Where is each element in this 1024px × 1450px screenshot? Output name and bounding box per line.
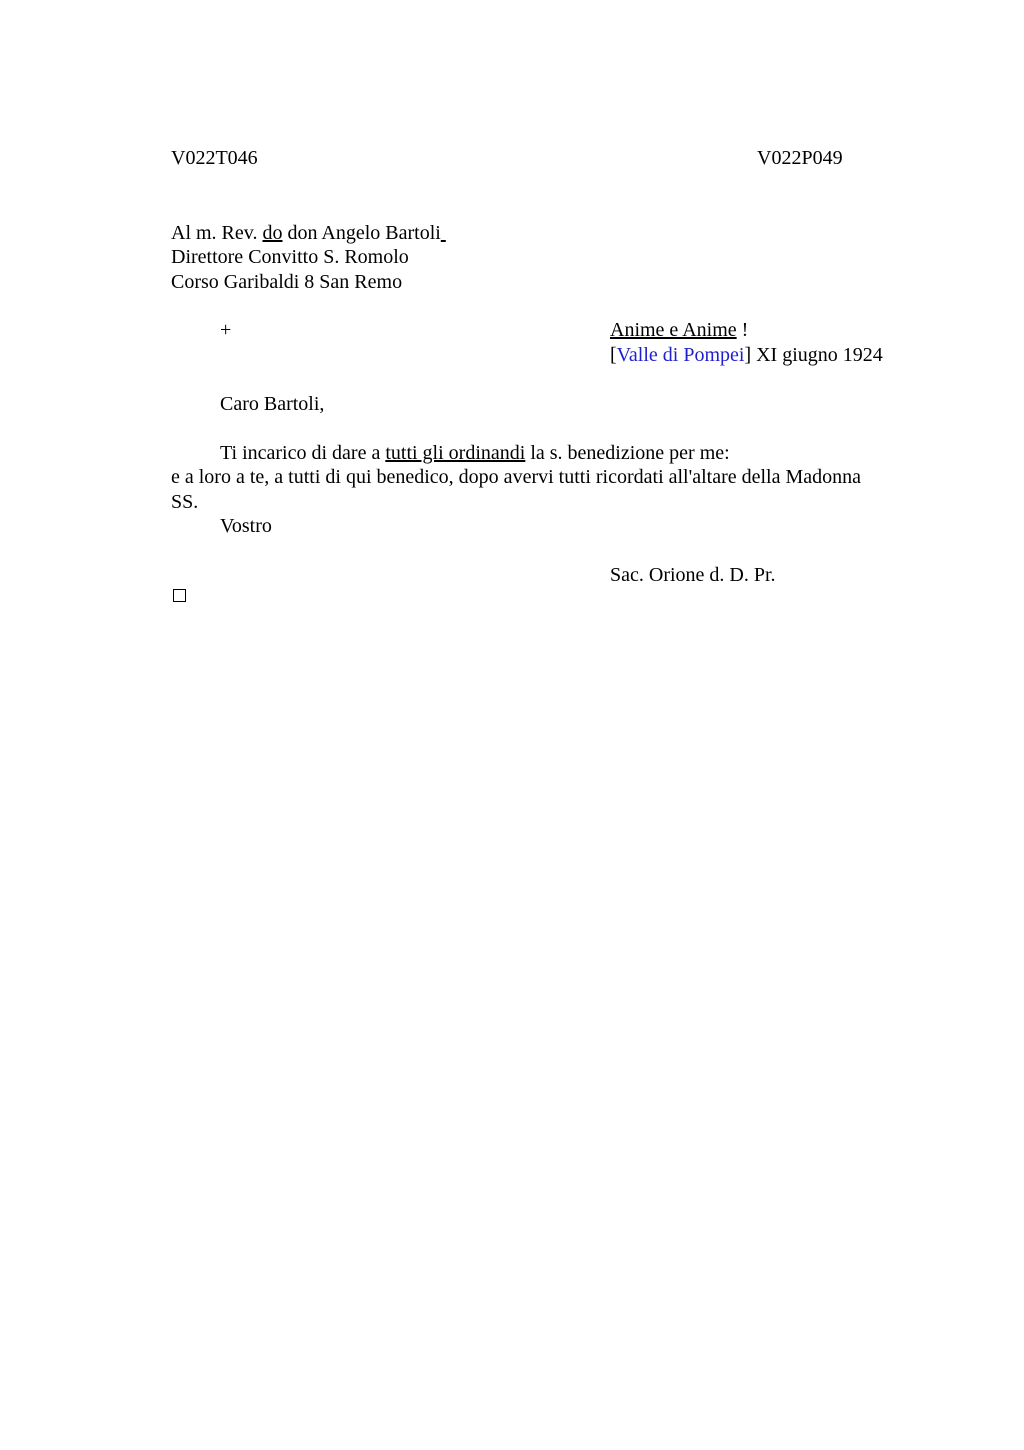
signature: Sac. Orione d. D. Pr. <box>610 564 776 586</box>
motto-text: Anime e Anime <box>610 319 737 341</box>
address-line-3: Corso Garibaldi 8 San Remo <box>171 271 403 293</box>
address-abbreviation: do <box>262 222 283 244</box>
body-line-1-suffix: la s. benedizione per me: <box>525 442 730 464</box>
place-name: Valle di Pompei <box>616 344 745 366</box>
salutation: Caro Bartoli, <box>220 393 325 415</box>
document-code-left: V022T046 <box>171 147 258 169</box>
checkbox-icon <box>173 589 186 602</box>
body-line-3: SS. <box>171 491 199 513</box>
body-emphasis: tutti gli ordinandi <box>385 442 526 464</box>
body-line-1 <box>220 441 730 465</box>
address-line-1-suffix: don Angelo Bartoli <box>282 222 441 244</box>
address-line-1-prefix: Al m. Rev. <box>171 222 263 244</box>
motto <box>610 318 748 342</box>
dateline <box>610 343 883 367</box>
address-trailing-underline <box>441 222 446 244</box>
document-code-right: V022P049 <box>757 147 843 169</box>
letter-date: XI giugno 1924 <box>751 344 883 366</box>
body-line-1-prefix: Ti incarico di dare a <box>220 442 386 464</box>
body-line-2: e a loro a te, a tutti di qui benedico, dopo avervi tutti ricordati all'altare della Madonna <box>171 466 862 488</box>
dateline-open-bracket: [ <box>610 344 617 366</box>
cross-symbol: + <box>220 319 232 341</box>
address-line-2: Direttore Convitto S. Romolo <box>171 246 409 268</box>
closing: Vostro <box>220 515 272 537</box>
motto-exclamation: ! <box>736 319 749 341</box>
dateline-close-bracket: ] <box>744 344 752 366</box>
address-line-1 <box>171 221 446 245</box>
